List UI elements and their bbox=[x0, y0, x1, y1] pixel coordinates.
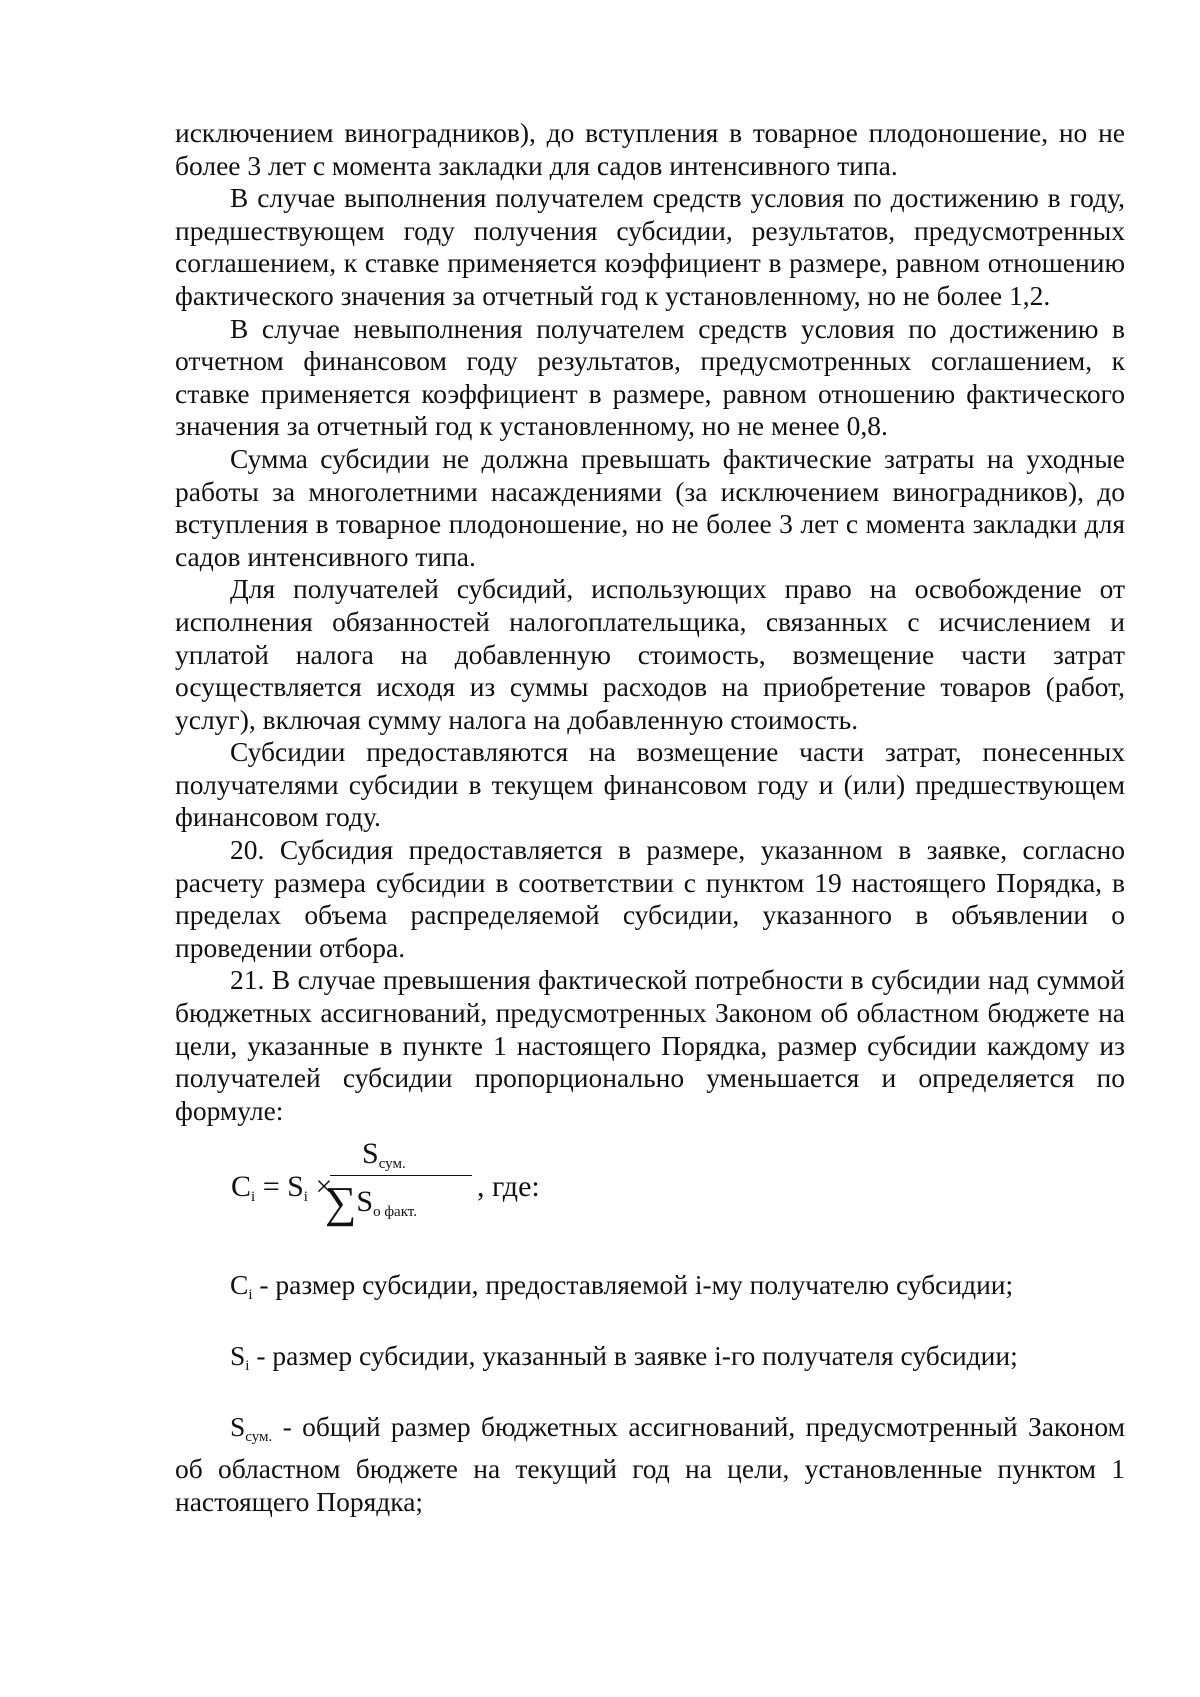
paragraph-coefficient-fulfilled: В случае выполнения получателем средств условия по достижению в году, предшествующем году получения субсидии, результатов, предусмотренных соглашением, к ставке применяется коэффициент в размере, равном отношению фактического значения за отчетный год к установленному, но не более 1,2. bbox=[175, 182, 1125, 311]
formula-denominator: $\sum S_{о факт.}$ bbox=[325, 1178, 417, 1228]
paragraph-compensation-period: Субсидии предоставляются на возмещение части затрат, понесенных получателями субсидии в текущем финансовом году и (или) предшествующем финансовом году. bbox=[175, 736, 1125, 833]
document-body bbox=[175, 117, 1125, 1518]
definition-ci: $C_i$ - размер субсидии, предоставляемой i-му получателю субсидии; bbox=[230, 1269, 1014, 1304]
formula-lhs: $C_i = S_i$ × bbox=[231, 1170, 333, 1206]
paragraph-subsidy-limit: Сумма субсидии не должна превышать фактические затраты на уходные работы за многолетними насаждениями (за исключением виноградников), до вступления в товарное плодоношение, но не более 3 лет с момента закладки для садов интенсивного типа. bbox=[175, 442, 1125, 572]
formula-numerator: $S_{сум.}$ bbox=[362, 1137, 406, 1173]
paragraph-coefficient-unfulfilled: В случае невыполнения получателем средств условия по достижению в отчетном финансовом году результатов, предусмотренных соглашением, к ставке применяется коэффициент в размере, равном отношению фактического значения за отчетный год к установленному, но не менее 0,8. bbox=[175, 312, 1125, 442]
paragraph-clause-21: 21. В случае превышения фактической потребности в субсидии над суммой бюджетных ассигнований, предусмотренных Законом об областном бюджете на цели, указанные в пункте 1 настоящего Порядка, размер субсидии каждому из получателей субсидии пропорционально уменьшается и определяется по формуле: bbox=[175, 964, 1125, 1126]
definition-ssum: $S_{сум.}$ - общий размер бюджетных ассигнований, предусмотренный Законом об областном бюджете на текущий год на цели, установленные пунктом 1 настоящего Порядка; bbox=[175, 1410, 1125, 1517]
fraction-bar bbox=[330, 1175, 472, 1176]
formula-suffix: , где: bbox=[477, 1170, 540, 1204]
sigma-symbol: ∑ bbox=[325, 1178, 357, 1228]
subsidy-formula bbox=[175, 1133, 1125, 1241]
paragraph-continuation: исключением виноградников), до вступления в товарное плодоношение, но не более 3 лет с момента закладки для садов интенсивного типа. bbox=[175, 117, 1125, 181]
definition-si: $S_i$ - размер субсидии, указанный в заявке i-го получателя субсидии; bbox=[230, 1340, 1018, 1374]
paragraph-vat-exemption: Для получателей субсидий, использующих право на освобождение от исполнения обязанностей налогоплательщика, связанных с исчислением и уплатой налога на добавленную стоимость, возмещение части затрат осуществляется исходя из суммы расходов на приобретение товаров (работ, услуг), включая сумму налога на добавленную стоимость. bbox=[175, 573, 1125, 735]
paragraph-clause-20: 20. Субсидия предоставляется в размере, указанном в заявке, согласно расчету размера субсидии в соответствии с пунктом 19 настоящего Порядка, в пределах объема распределяемой субсидии, указанного в объявлении о проведении отбора. bbox=[175, 834, 1125, 963]
